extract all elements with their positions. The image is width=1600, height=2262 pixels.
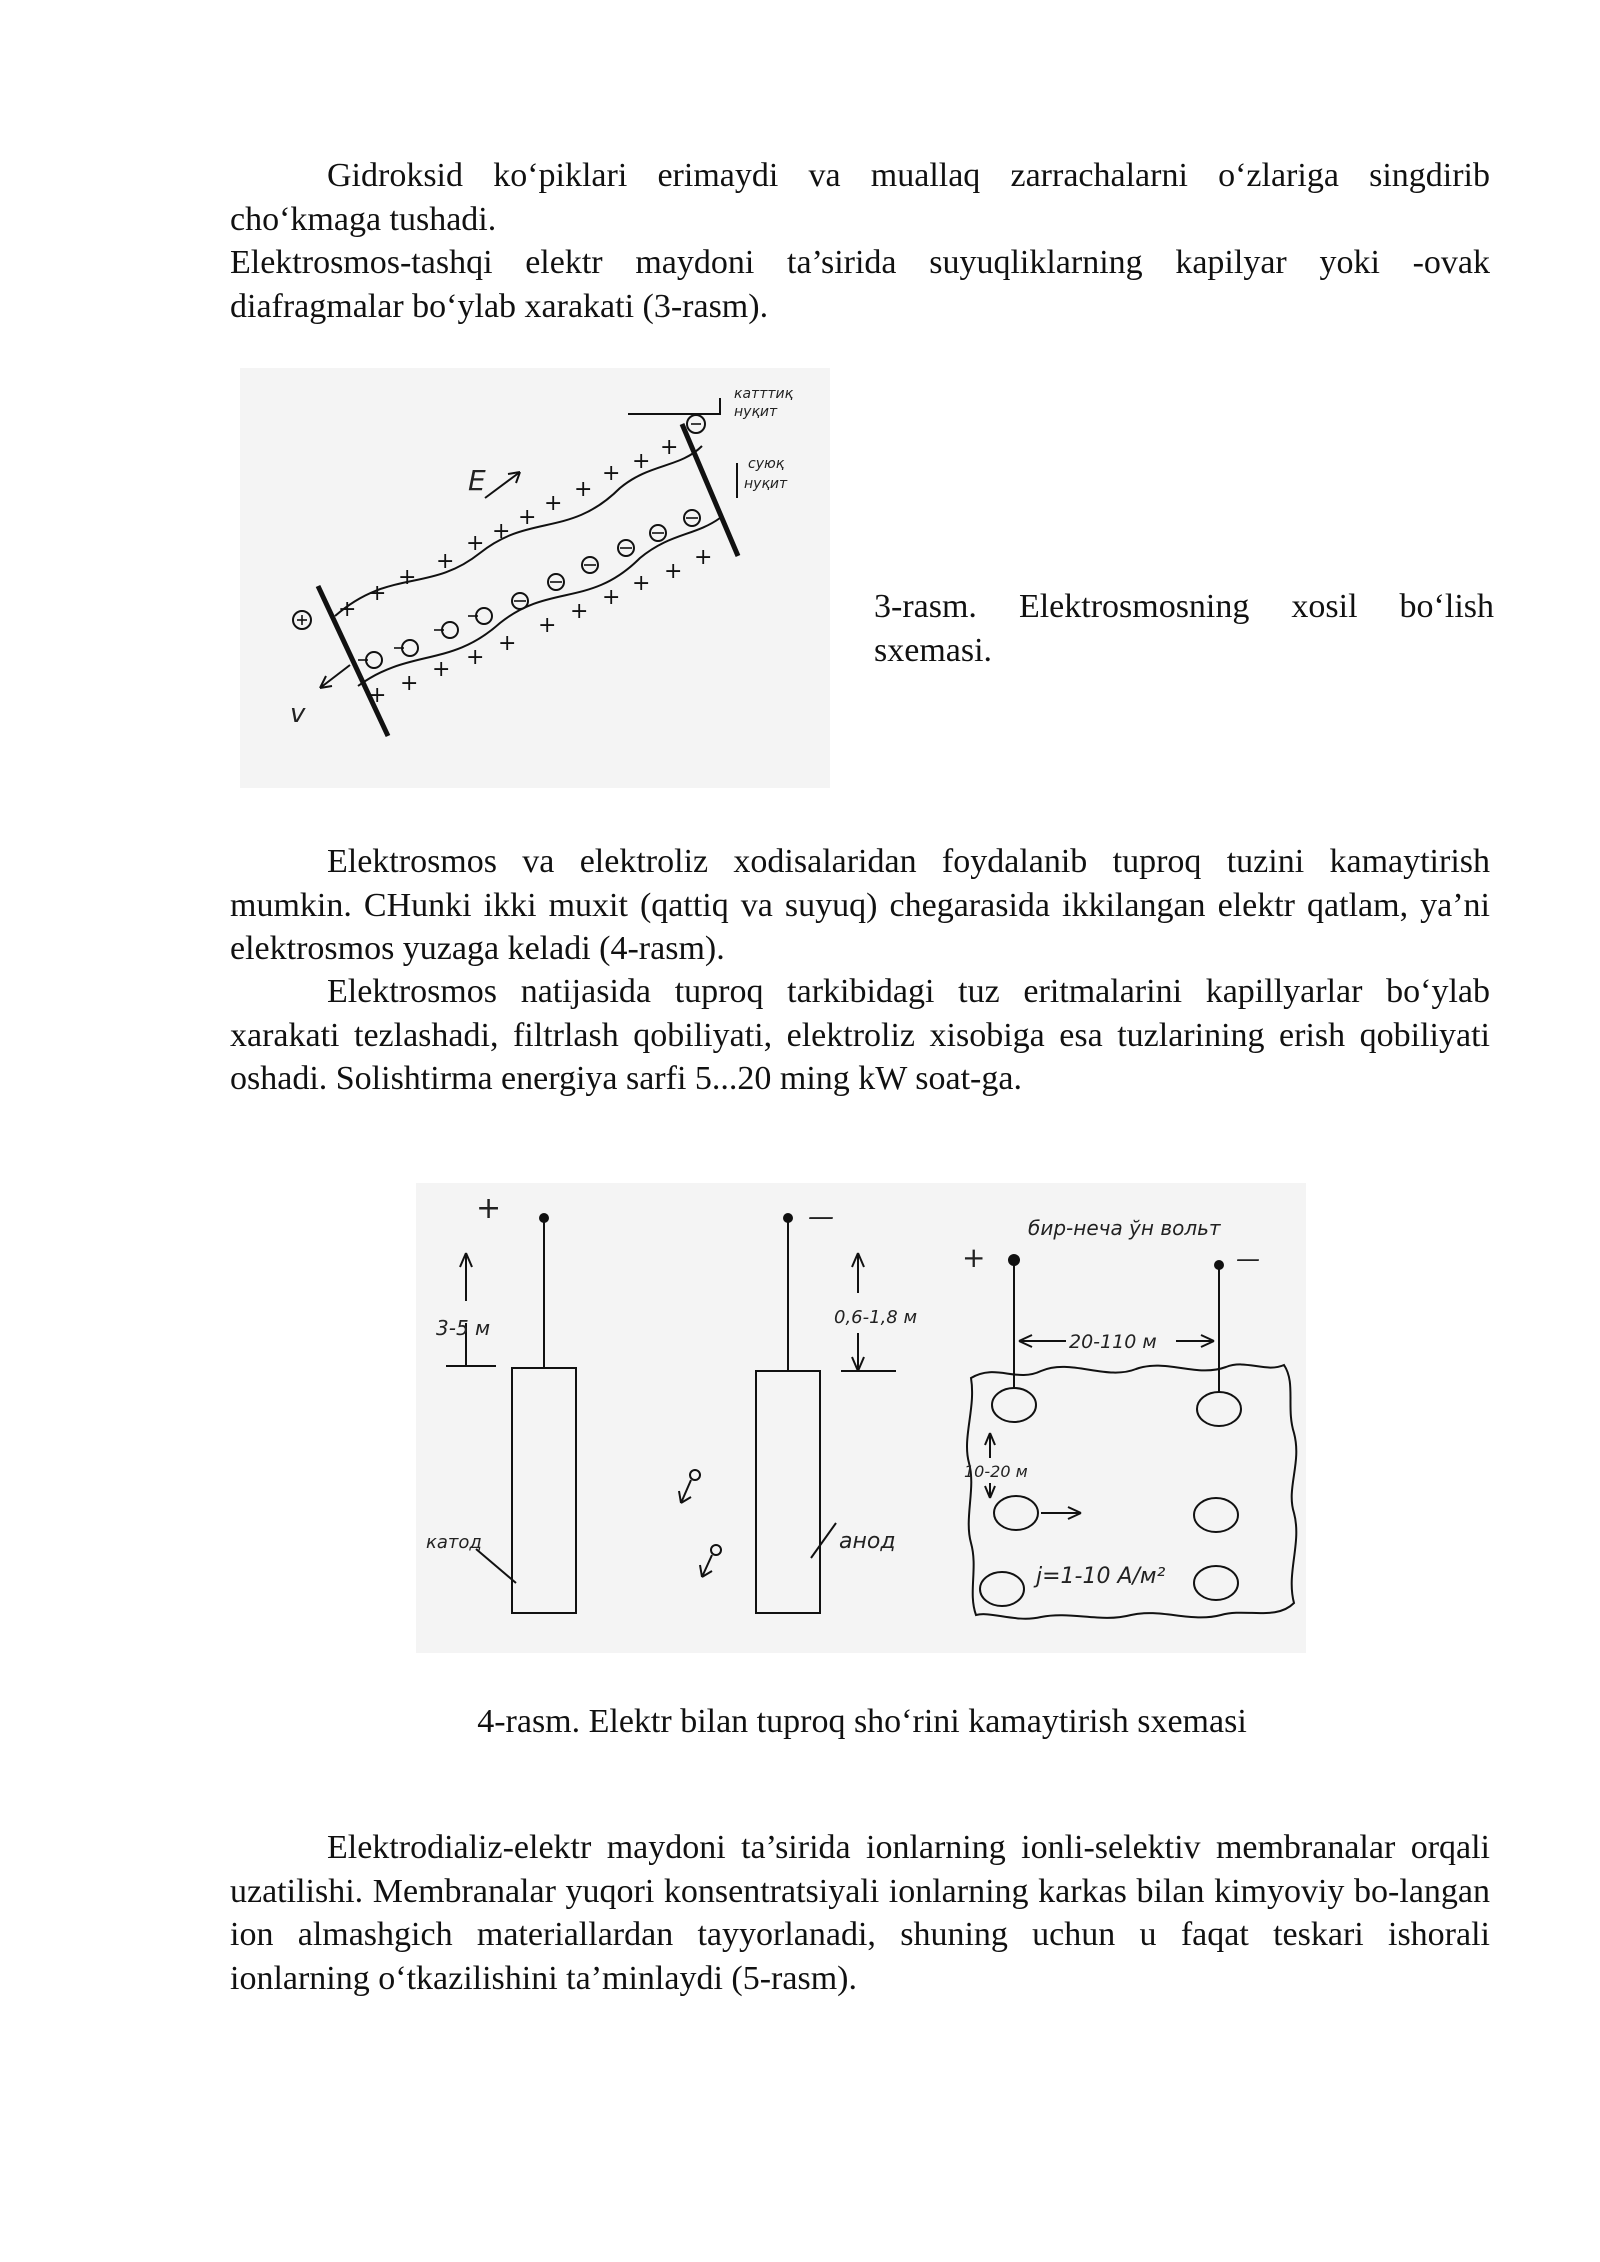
- current-density-label: j=1-10 А/м²: [1036, 1564, 1166, 1589]
- anode-electrode: [756, 1371, 820, 1613]
- paragraph-3: Elektrosmos va elektroliz xodisalaridan foydalanib tuproq tuzini kamaytirish mumkin. CHunki ikki muxit (qattiq va suyuq) chegarasida ikkilangan elektr qatlam, ya’ni elektrosmos yuzaga keladi (4-rasm).: [230, 843, 1490, 967]
- svg-text:+: +: [498, 631, 517, 656]
- cathode-plus-sign: +: [476, 1191, 502, 1226]
- svg-text:+: +: [632, 449, 651, 474]
- cathode-label: катод: [426, 1532, 482, 1553]
- anode-gap-label: 0,6-1,8 м: [834, 1307, 918, 1328]
- right-electrode: [682, 424, 738, 556]
- svg-text:+: +: [544, 491, 563, 516]
- svg-text:+: +: [436, 549, 455, 574]
- voltage-label: бир-неча ўн вольт: [1028, 1216, 1221, 1240]
- field-label: E: [468, 464, 486, 497]
- figure-4-caption: 4-rasm. Elektr bilan tuproq sho‘rini kamaytirish sxemasi: [477, 1703, 1247, 1740]
- svg-text:+: +: [338, 597, 357, 622]
- figure-3-caption: 3-rasm. Elektrosmosning xosil bo‘lish sxemasi.: [874, 588, 1494, 669]
- figure-3-electroosmosis-diagram: [240, 368, 830, 788]
- svg-text:+: +: [632, 571, 651, 596]
- hard-label-leader: [628, 398, 720, 414]
- well-b1: [1197, 1392, 1241, 1426]
- field-arrow: [485, 472, 520, 498]
- well-a3: [980, 1572, 1024, 1606]
- paragraph-1: Gidroksid ko‘piklari erimaydi va muallaq zarrachalarni o‘zlariga singdirib cho‘kmaga tushadi.: [230, 157, 1490, 238]
- svg-text:+: +: [664, 559, 683, 584]
- capillary-lower-wall: [358, 518, 720, 686]
- svg-text:+: +: [466, 645, 485, 670]
- figure-4-drawing: [416, 1183, 1306, 1653]
- paragraph-2: Elektrosmos-tashqi elektr maydoni ta’sirida suyuqliklarning kapilyar yoki -ovak diafragmalar bo‘ylab xarakati (3-rasm).: [230, 244, 1490, 325]
- well-b2: [1194, 1498, 1238, 1532]
- hard-phase-label-line2: нуқит: [734, 404, 778, 420]
- well-b3: [1194, 1566, 1238, 1600]
- velocity-arrow: [320, 665, 350, 688]
- anode-minus-sign: —: [808, 1202, 834, 1232]
- well-a1: [992, 1388, 1036, 1422]
- figure-3-drawing: [240, 368, 830, 788]
- svg-text:+: +: [538, 613, 557, 638]
- svg-text:+: +: [492, 519, 511, 544]
- liquid-phase-label-line1: суюқ: [748, 456, 785, 472]
- cathode-depth-label: 3-5 м: [436, 1316, 491, 1340]
- svg-text:+: +: [574, 477, 593, 502]
- svg-text:+: +: [398, 565, 417, 590]
- svg-text:+: +: [368, 683, 387, 708]
- svg-text:+: +: [400, 671, 419, 696]
- paragraph-5: Elektrodializ-elektr maydoni ta’sirida ionlarning ionli-selektiv membranalar orqali uzatilishi. Membranalar yuqori konsentratsiyali ionlarning karkas bilan kimyoviy bo-langan ion almashgich materiallardan tayyorlanadi, shuning uchun u faqat teskari ishorali ionlarning o‘tkazilishini ta’minlaydi (5-rasm).: [230, 1829, 1490, 1997]
- svg-text:+: +: [602, 585, 621, 610]
- anode-label: анод: [839, 1529, 896, 1554]
- figure-4-soil-desalination-diagram: [416, 1183, 1306, 1653]
- liquid-phase-label-line2: нуқит: [744, 476, 788, 492]
- paragraph-4: Elektrosmos natijasida tuproq tarkibidagi tuz eritmalarini kapillyarlar bo‘ylab xarakati tezlashadi, filtrlash qobiliyati, elektroliz xisobiga esa tuzlarining erish qobiliyati oshadi. Solishtirma energiya sarfi 5...20 ming kW soat-ga.: [230, 973, 1490, 1097]
- right-minus-sign: —: [1236, 1245, 1260, 1273]
- svg-text:+: +: [432, 657, 451, 682]
- negative-ions: [366, 415, 705, 668]
- right-plus-sign: +: [962, 1241, 986, 1274]
- svg-text:+: +: [368, 581, 387, 606]
- velocity-label: v: [290, 699, 306, 729]
- electrode-spacing-label: 20-110 м: [1069, 1331, 1157, 1353]
- svg-text:+: +: [518, 505, 537, 530]
- svg-text:+: +: [694, 545, 713, 570]
- well-a2: [994, 1496, 1038, 1530]
- hard-phase-label-line1: катттиқ: [734, 386, 794, 402]
- svg-text:+: +: [602, 461, 621, 486]
- svg-text:+: +: [660, 435, 679, 460]
- svg-text:+: +: [570, 599, 589, 624]
- row-spacing-label: 10-20 м: [964, 1462, 1028, 1481]
- cathode-electrode: [512, 1368, 576, 1613]
- svg-text:+: +: [466, 531, 485, 556]
